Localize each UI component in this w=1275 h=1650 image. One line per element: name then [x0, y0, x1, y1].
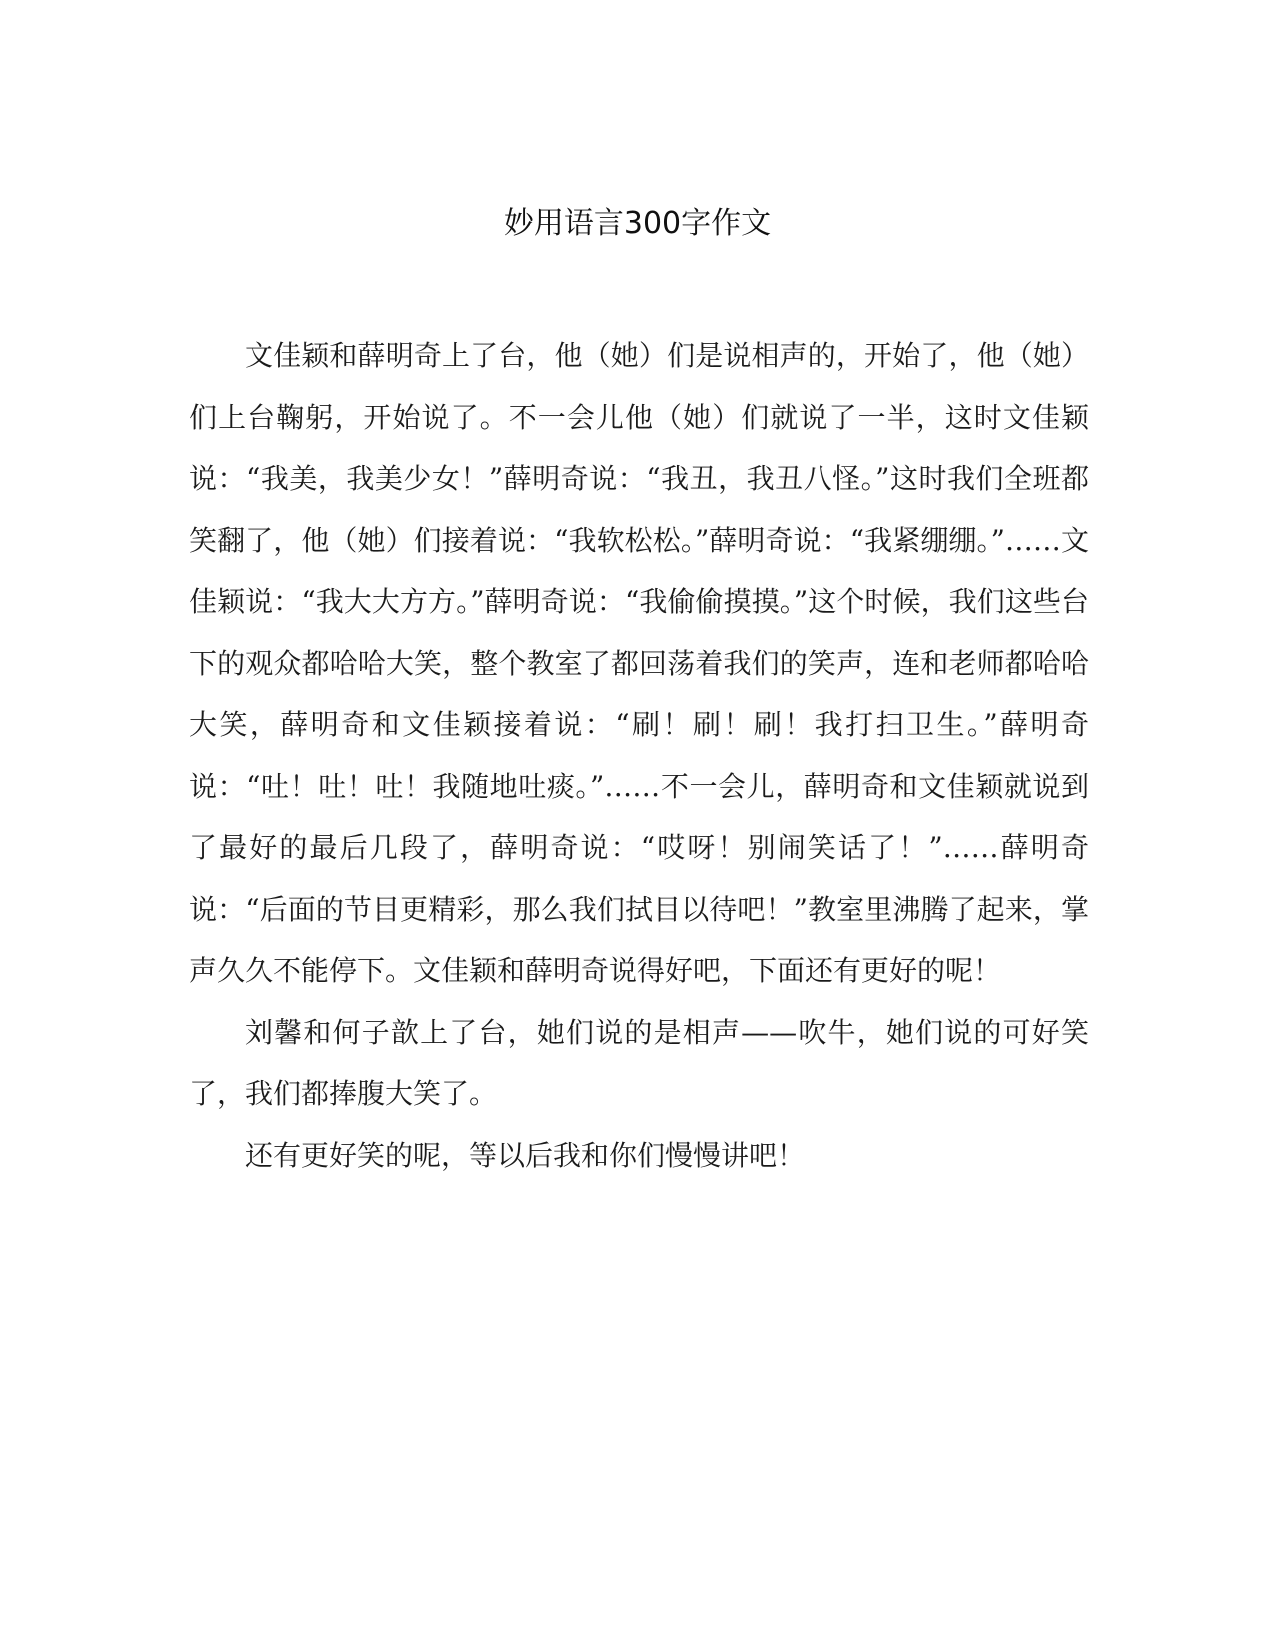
- paragraph-1: 文佳颖和薛明奇上了台，他（她）们是说相声的，开始了，他（她）们上台鞠躬，开始说了。不一会儿他（她）们就说了一半，这时文佳颖说：“我美，我美少女！”薛明奇说：“我丑，我丑八怪。”这时我们全班都笑翻了，他（她）们接着说：“我软松松。”薛明奇说：“我紧绷绷。”……文佳颖说：“我大大方方。”薛明奇说：“我偷偷摸摸。”这个时候，我们这些台下的观众都哈哈大笑，整个教室了都回荡着我们的笑声，连和老师都哈哈大笑，薛明奇和文佳颖接着说：“刷！刷！刷！我打扫卫生。”薛明奇说：“吐！吐！吐！我随地吐痰。”……不一会儿，薛明奇和文佳颖就说到了最好的最后几段了，薛明奇说：“哎呀！别闹笑话了！”……薛明奇说：“后面的节目更精彩，那么我们拭目以待吧！”教室里沸腾了起来，掌声久久不能停下。文佳颖和薛明奇说得好吧，下面还有更好的呢！: [189, 339, 1089, 987]
- document-title: 妙用语言300字作文: [503, 206, 772, 241]
- paragraph-2: 刘馨和何子歆上了台，她们说的是相声——吹牛，她们说的可好笑了，我们都捧腹大笑了。: [189, 1015, 1089, 1110]
- document-body: [189, 325, 1089, 1186]
- paragraph-3: 还有更好笑的呢，等以后我和你们慢慢讲吧！: [245, 1138, 806, 1172]
